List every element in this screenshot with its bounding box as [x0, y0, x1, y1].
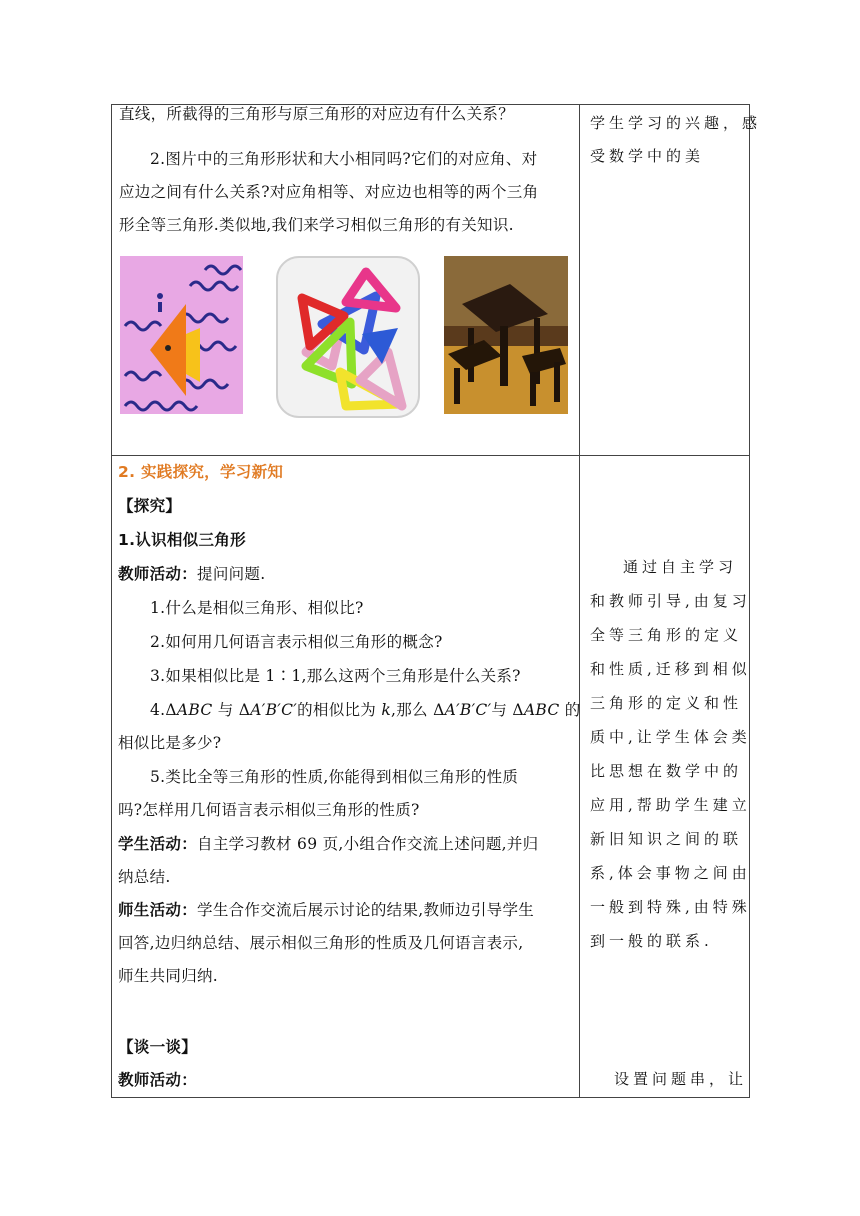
side-note-1-line-1: 学生学习的兴趣，感	[590, 114, 762, 132]
explore-label: 【探究】	[118, 497, 182, 515]
triangles-picture	[276, 256, 420, 418]
student-activity-line-2: 纳总结.	[118, 868, 171, 886]
column-divider	[579, 105, 580, 1097]
subheading: 1.认识相似三角形	[118, 531, 246, 549]
side-note-2-line-11: 一般到特殊,由特殊	[590, 898, 751, 916]
side-note-3: 设置问题串，让	[614, 1070, 748, 1088]
talk-label: 【谈一谈】	[118, 1038, 198, 1056]
intro-line: 直线，所截得的三角形与原三角形的对应边有什么关系？	[119, 105, 515, 123]
question-2: 2.如何用几何语言表示相似三角形的概念?	[150, 633, 443, 651]
side-note-2-line-7: 比思想在数学中的	[590, 762, 743, 780]
teacher-student-activity-line-2: 回答,边归纳总结、展示相似三角形的性质及几何语言表示,	[118, 934, 524, 952]
fish-picture	[120, 256, 243, 414]
teacher-student-activity-line-3: 师生共同归纳.	[118, 967, 219, 985]
side-note-2-line-12: 到一般的联系.	[590, 932, 713, 950]
question-1: 1.什么是相似三角形、相似比?	[150, 599, 364, 617]
question-5-line-2: 吗?怎样用几何语言表示相似三角形的性质?	[118, 801, 420, 819]
side-note-2-line-4: 和性质,迁移到相似	[590, 660, 751, 678]
question-2-line-1: 2.图片中的三角形形状和大小相同吗?它们的对应角、对	[150, 150, 538, 168]
question-2-line-3: 形全等三角形.类似地,我们来学习相似三角形的有关知识.	[119, 216, 514, 234]
side-note-2-line-9: 新旧知识之间的联	[590, 830, 743, 848]
question-4-line-1: 4.ΔABC 与 ΔA′B′C′的相似比为 k,那么 ΔA′B′C′与 ΔABC 的	[150, 701, 581, 719]
side-note-2-line-2: 和教师引导,由复习	[590, 592, 751, 610]
teacher-activity: 教师活动：提问问题.	[118, 565, 266, 583]
question-2-line-2: 应边之间有什么关系?对应角相等、对应边也相等的两个三角	[119, 183, 539, 201]
side-note-2-line-5: 三角形的定义和性	[590, 694, 743, 712]
teacher-student-activity-line-1: 师生活动：学生合作交流后展示讨论的结果,教师边引导学生	[118, 901, 535, 919]
student-activity-line-1: 学生活动：自主学习教材 69 页,小组合作交流上述问题,并归	[118, 835, 539, 853]
teacher-activity-2: 教师活动：	[118, 1071, 198, 1089]
row-divider	[112, 455, 749, 456]
side-note-2-line-6: 质中,让学生体会类	[590, 728, 751, 746]
side-note-2-line-8: 应用,帮助学生建立	[590, 796, 751, 814]
side-note-2-line-3: 全等三角形的定义	[590, 626, 743, 644]
side-note-1-line-2: 受数学中的美	[590, 147, 705, 165]
side-note-2-line-10: 系,体会事物之间由	[590, 864, 751, 882]
question-4-line-2: 相似比是多少?	[118, 734, 222, 752]
section-heading: 2. 实践探究，学习新知	[118, 463, 284, 481]
question-5-line-1: 5.类比全等三角形的性质,你能得到相似三角形的性质	[150, 768, 519, 786]
side-note-2-line-1: 通过自主学习	[623, 558, 738, 576]
question-3: 3.如果相似比是 1∶1,那么这两个三角形是什么关系?	[150, 667, 521, 685]
furniture-picture	[444, 256, 568, 414]
